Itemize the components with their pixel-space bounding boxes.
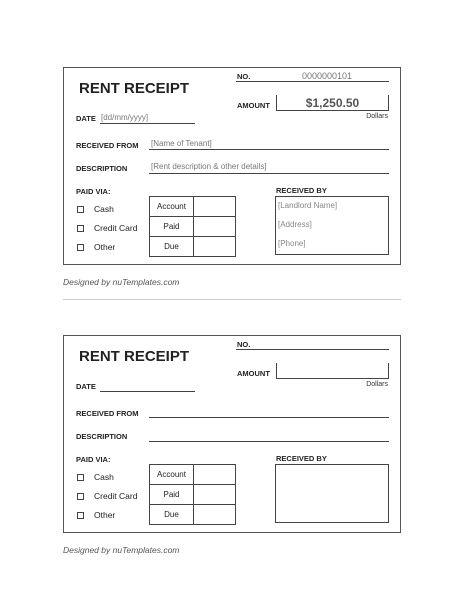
account-label: Account [150,465,194,485]
table-row [150,505,236,525]
method-cash[interactable] [77,472,114,482]
method-cash[interactable] [77,204,114,214]
method-label: Cash [94,472,114,482]
payment-table [149,464,236,525]
amount-label: AMOUNT [237,101,270,110]
method-credit-card[interactable] [77,223,137,233]
received-by-box[interactable] [275,464,389,523]
description-label: DESCRIPTION [76,432,128,441]
designer-credit: Designed by nuTemplates.com [63,545,180,555]
designer-credit: Designed by nuTemplates.com [63,277,180,287]
paid-via-label: PAID VIA: [76,455,111,464]
receipt-title: RENT RECEIPT [79,348,190,365]
due-value[interactable] [194,237,236,257]
description-value[interactable]: [Rent description & other details] [151,162,267,171]
due-value[interactable] [194,505,236,525]
date-line [100,123,195,124]
date-label: DATE [76,382,96,391]
method-label: Other [94,242,116,252]
received-by-label: RECEIVED BY [276,454,327,463]
method-label: Cash [94,204,114,214]
received-from-value[interactable]: [Name of Tenant] [151,139,212,148]
description-line [149,173,389,174]
checkbox-icon[interactable] [77,225,84,232]
no-label: NO. [237,72,251,81]
method-label: Other [94,510,116,520]
account-label: Account [150,197,194,217]
description-line [149,441,389,442]
paid-via-label: PAID VIA: [76,187,111,196]
landlord-name: [Landlord Name] [278,201,338,210]
checkbox-icon[interactable] [77,244,84,251]
amount-label: AMOUNT [237,369,270,378]
dollars-label: Dollars [366,113,388,120]
receipt-title: RENT RECEIPT [79,80,190,97]
payment-table [149,196,236,257]
divider [63,299,401,300]
description-label: DESCRIPTION [76,164,128,173]
paid-value[interactable] [194,485,236,505]
date-value[interactable]: [dd/mm/yyyy] [101,113,149,122]
paid-value[interactable] [194,217,236,237]
received-by-label: RECEIVED BY [276,186,327,195]
received-from-line [149,417,389,418]
amount-value: $1,250.50 [305,96,360,110]
rent-receipt-1 [63,67,401,265]
no-line [236,349,389,350]
no-line [236,81,389,82]
checkbox-icon[interactable] [77,474,84,481]
amount-field[interactable] [276,363,389,379]
table-row [150,485,236,505]
paid-label: Paid [150,485,194,505]
table-row [150,217,236,237]
checkbox-icon[interactable] [77,206,84,213]
dollars-label: Dollars [366,381,388,388]
no-label: NO. [237,340,251,349]
account-value[interactable] [194,197,236,217]
receipt-number[interactable]: 0000000101 [302,71,353,81]
paid-label: Paid [150,217,194,237]
amount-field[interactable] [276,95,389,111]
rent-receipt-2 [63,335,401,533]
received-from-label: RECEIVED FROM [76,409,139,418]
method-other[interactable] [77,242,115,252]
date-line [100,391,195,392]
method-credit-card[interactable] [77,491,137,501]
method-other[interactable] [77,510,115,520]
due-label: Due [150,237,194,257]
table-row [150,465,236,485]
method-label: Credit Card [94,491,138,501]
date-label: DATE [76,114,96,123]
received-from-line [149,149,389,150]
method-label: Credit Card [94,223,138,233]
landlord-address: [Address] [278,220,312,229]
checkbox-icon[interactable] [77,512,84,519]
landlord-phone: [Phone] [278,239,306,248]
received-by-box[interactable] [275,196,389,255]
checkbox-icon[interactable] [77,493,84,500]
account-value[interactable] [194,465,236,485]
due-label: Due [150,505,194,525]
table-row [150,197,236,217]
table-row [150,237,236,257]
received-from-label: RECEIVED FROM [76,141,139,150]
